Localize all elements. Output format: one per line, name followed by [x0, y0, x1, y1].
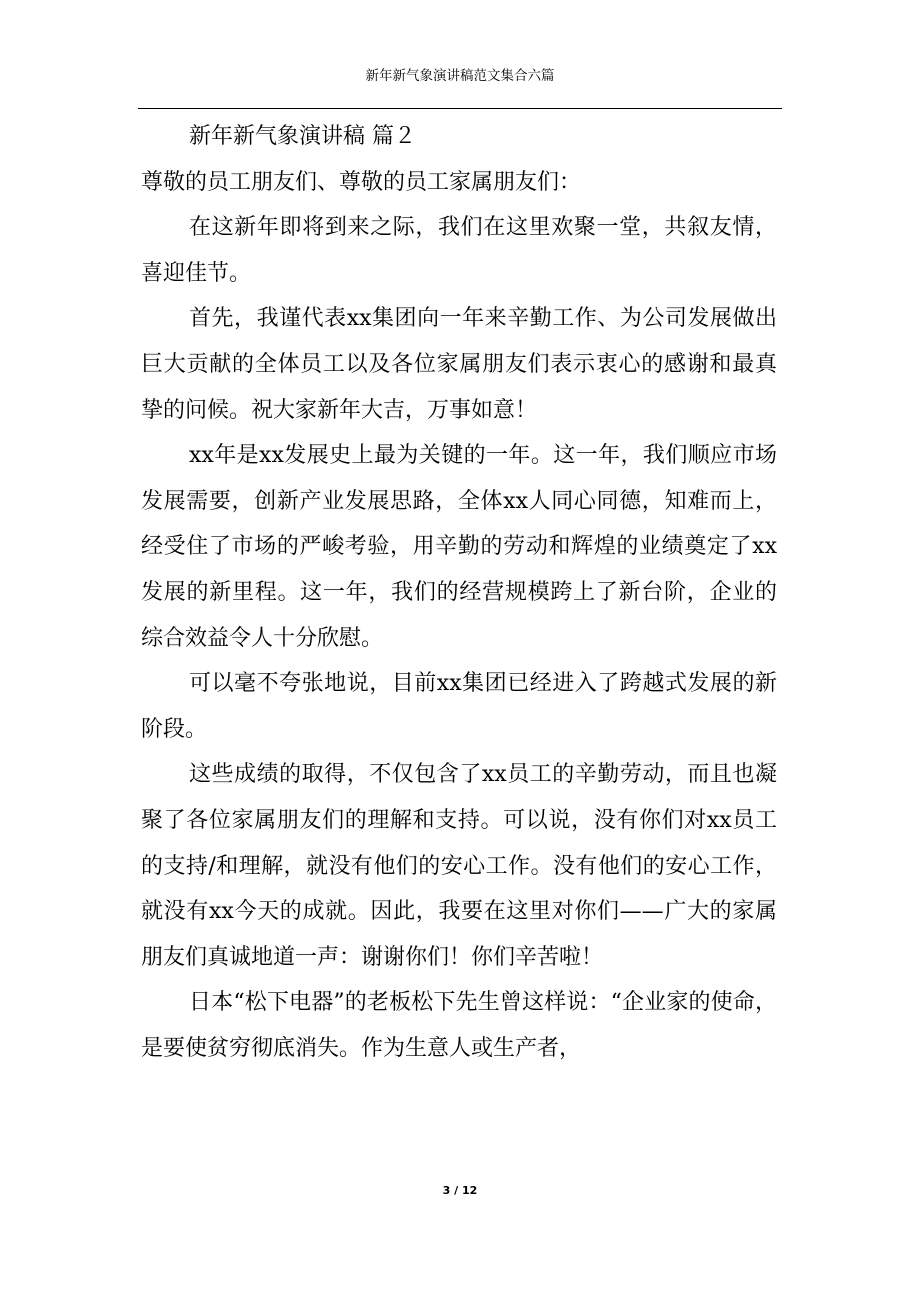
- document-body: [141, 114, 777, 1071]
- salutation: 尊敬的员工朋友们、尊敬的员工家属朋友们：: [141, 169, 582, 195]
- running-header: 新年新气象演讲稿范文集合六篇: [365, 68, 555, 84]
- header-divider: [138, 108, 782, 109]
- body-paragraph-5: 这些成绩的取得，不仅包含了xx员工的辛勤劳动，而且也凝聚了各位家属朋友们的理解和支持。可以说，没有你们对xx员工的支持/和理解，就没有他们的安心工作。没有他们的安心工作，就没有xx今天的成就。因此，我要在这里对你们——广大的家属朋友们真诚地道一声：谢谢你们！你们辛苦啦！: [141, 762, 777, 970]
- section-heading: 新年新气象演讲稿 篇２: [189, 124, 416, 149]
- body-paragraph-2: 首先，我谨代表xx集团向一年来辛勤工作、为公司发展做出巨大贡献的全体员工以及各位家属朋友们表示衷心的感谢和最真挚的问候。祝大家新年大吉，万事如意！: [141, 306, 777, 423]
- body-paragraph-3: xx年是xx发展史上最为关键的一年。这一年，我们顺应市场发展需要，创新产业发展思路，全体xx人同心同德，知难而上，经受住了市场的严峻考验，用辛勤的劳动和辉煌的业绩奠定了xx发展的新里程。这一年，我们的经营规模跨上了新台阶，企业的综合效益令人十分欣慰。: [141, 443, 777, 651]
- body-paragraph-1: 在这新年即将到来之际，我们在这里欢聚一堂，共叙友情，喜迎佳节。: [141, 215, 777, 286]
- body-paragraph-6: 日本“松下电器”的老板松下先生曾这样说：“企业家的使命，是要使贫穷彻底消失。作为生意人或生产者，: [141, 990, 777, 1061]
- page-number: 3 / 12: [442, 1184, 478, 1197]
- body-paragraph-4: 可以毫不夸张地说，目前xx集团已经进入了跨越式发展的新阶段。: [141, 671, 777, 742]
